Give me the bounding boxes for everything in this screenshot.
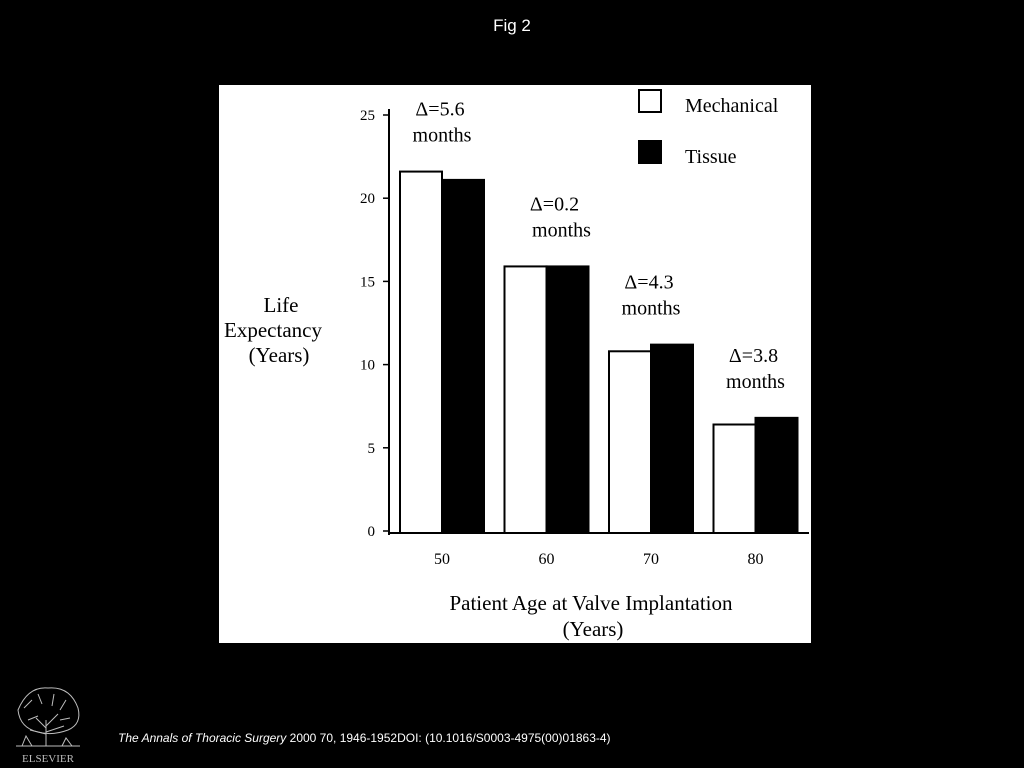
x-tick-label: 50 xyxy=(434,551,450,568)
x-axis-label: Patient Age at Valve Implantation xyxy=(449,591,733,615)
annotation-delta: Δ=3.8 xyxy=(728,344,779,367)
y-axis-label: (Years) xyxy=(248,343,310,367)
bar-tissue-60 xyxy=(547,266,589,533)
annotation-unit: months xyxy=(412,124,472,147)
legend-swatch-tissue xyxy=(639,141,661,163)
bar-mechanical-80 xyxy=(714,425,756,533)
annotation-delta: Δ=4.3 xyxy=(624,271,674,294)
bar-tissue-50 xyxy=(442,180,484,533)
bar-chart xyxy=(219,85,811,643)
annotation-delta: Δ=0.2 xyxy=(529,193,580,216)
annotation-unit: months xyxy=(532,219,591,242)
slide-title: Fig 2 xyxy=(493,16,531,35)
legend-label-mechanical: Mechanical xyxy=(685,95,779,117)
citation-journal: The Annals of Thoracic Surgery xyxy=(118,731,287,745)
bar-mechanical-50 xyxy=(400,172,442,533)
annotation-unit: months xyxy=(621,297,681,320)
x-tick-label: 60 xyxy=(538,551,555,568)
annotation-unit: months xyxy=(726,370,785,393)
x-tick-label: 80 xyxy=(747,551,764,568)
annotation-delta: Δ=5.6 xyxy=(415,98,465,121)
bar-tissue-80 xyxy=(756,418,798,533)
y-tick-label: 25 xyxy=(360,108,375,124)
citation-details: 2000 70, 1946-1952DOI: (10.1016/S0003-4975(00)01863-4) xyxy=(286,731,611,745)
y-tick-label: 15 xyxy=(360,274,375,291)
bar-mechanical-70 xyxy=(609,351,651,533)
legend-swatch-mechanical xyxy=(639,90,661,112)
figure-panel xyxy=(219,85,811,643)
legend-label-tissue: Tissue xyxy=(685,146,737,168)
bar-tissue-70 xyxy=(651,345,693,533)
svg-text:ELSEVIER: ELSEVIER xyxy=(22,753,74,765)
bar-mechanical-60 xyxy=(505,266,547,533)
x-axis-label: (Years) xyxy=(562,617,624,641)
y-tick-label: 0 xyxy=(367,524,375,540)
y-tick-label: 20 xyxy=(360,191,375,208)
y-tick-label: 5 xyxy=(367,440,375,457)
elsevier-logo xyxy=(8,680,88,766)
x-tick-label: 70 xyxy=(643,551,659,568)
y-axis-label: Life xyxy=(263,293,299,317)
y-axis-label: Expectancy xyxy=(224,318,322,342)
y-tick-label: 10 xyxy=(360,357,375,374)
citation xyxy=(118,731,611,745)
